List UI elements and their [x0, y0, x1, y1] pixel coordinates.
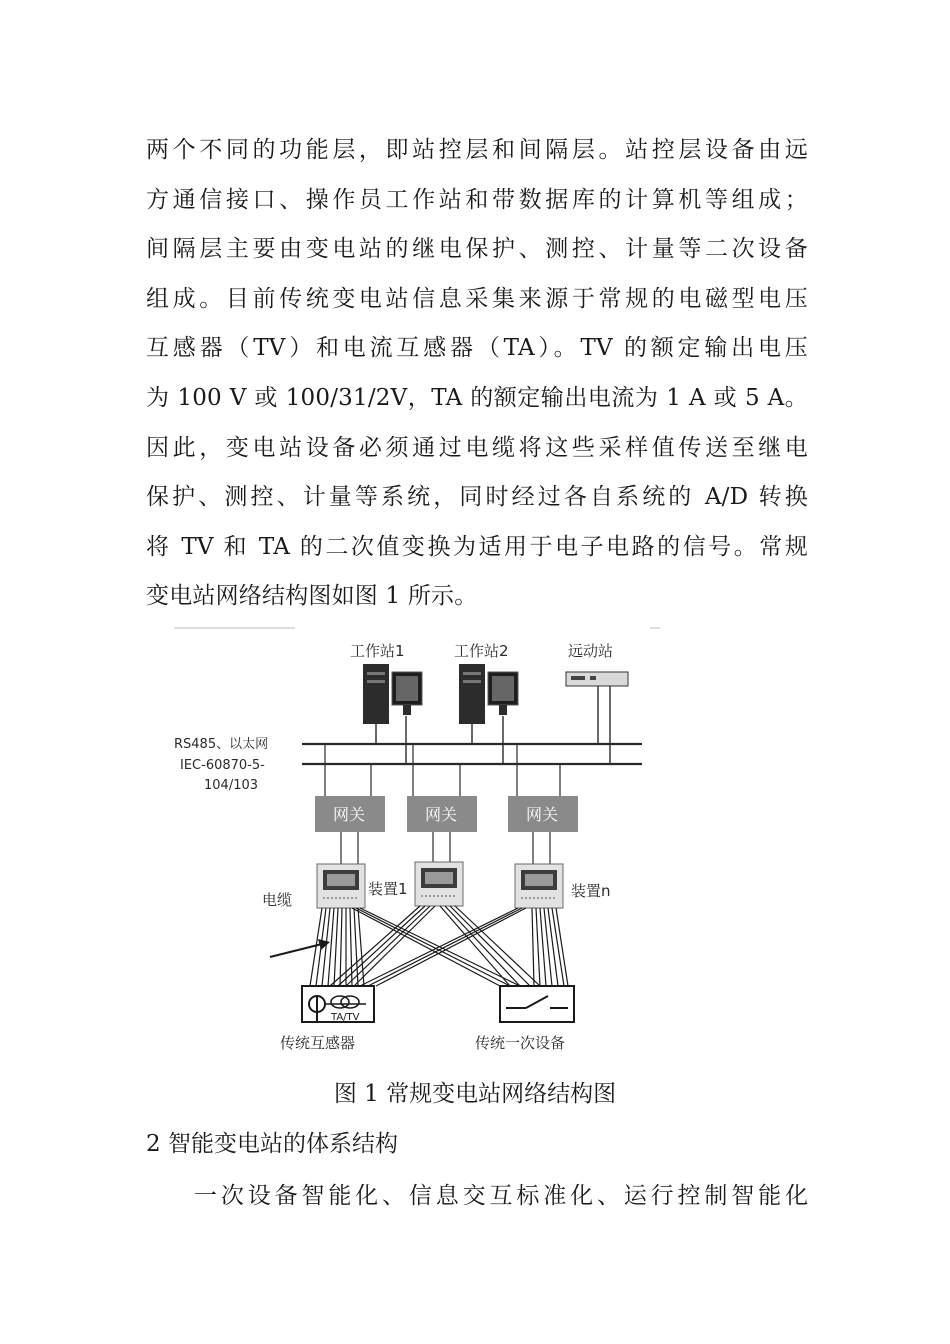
bus-label-line-1: RS485、以太网 — [174, 737, 269, 752]
device-1-label: 装置1 — [368, 880, 408, 898]
protection-device-2-icon — [415, 862, 463, 906]
bus-label-line-2: IEC-60870-5- — [180, 758, 265, 773]
gateway-label: 网关 — [425, 805, 458, 824]
body-line: 方通信接口、操作员工作站和带数据库的计算机等组成； — [146, 186, 808, 213]
workstation-1-label: 工作站1 — [350, 642, 405, 660]
workstation-2-computer-icon — [459, 664, 518, 724]
traditional-transformer-label: 传统互感器 — [280, 1034, 356, 1052]
body-line: 互感器（TV）和电流互感器（TA）。TV 的额定输出电压 — [146, 335, 808, 362]
body-line: 两个不同的功能层，即站控层和间隔层。站控层设备由远 — [146, 137, 808, 163]
paragraph-first-line: 一次设备智能化、信息交互标准化、运行控制智能化 — [194, 1183, 808, 1209]
body-line: 保护、测控、计量等系统，同时经过各自系统的 A/D 转换 — [146, 484, 808, 511]
switch-box — [500, 986, 574, 1022]
section-heading: 2 智能变电站的体系结构 — [146, 1131, 398, 1157]
body-line: 为 100 V 或 100/31/2V，TA 的额定输出电流为 1 A 或 5 A。 — [146, 384, 808, 411]
workstation-2-label: 工作站2 — [454, 642, 509, 660]
body-line: 组成。目前传统变电站信息采集来源于常规的电磁型电压 — [146, 285, 808, 312]
body-line: 间隔层主要由变电站的继电保护、测控、计量等二次设备 — [146, 236, 808, 263]
figure-caption: 图 1 常规变电站网络结构图 — [333, 1081, 617, 1107]
cable-bundle — [310, 906, 568, 986]
body-line: 变电站网络结构图如图 1 所示。 — [146, 583, 478, 610]
protection-device-1-icon — [317, 864, 365, 908]
device-n-label: 装置n — [571, 882, 611, 900]
bus-label-line-3: 104/103 — [204, 778, 259, 793]
network-structure-figure — [170, 624, 665, 1064]
workstation-1-computer-icon — [363, 664, 422, 724]
body-paragraph — [146, 126, 808, 622]
body-line: 因此，变电站设备必须通过电缆将这些采样值传送至继电 — [146, 434, 808, 461]
ta-tv-label: TA/TV — [331, 1012, 360, 1023]
traditional-primary-equipment-label: 传统一次设备 — [475, 1034, 566, 1052]
remote-station-label: 远动站 — [568, 642, 614, 660]
body-line: 将 TV 和 TA 的二次值变换为适用于电子电路的信号。常规 — [146, 533, 808, 560]
remote-station-icon — [566, 672, 628, 686]
gateway-label: 网关 — [333, 805, 366, 824]
gateway-label: 网关 — [526, 805, 559, 824]
protection-device-n-icon — [515, 864, 563, 908]
cable-label: 电缆 — [262, 891, 293, 909]
